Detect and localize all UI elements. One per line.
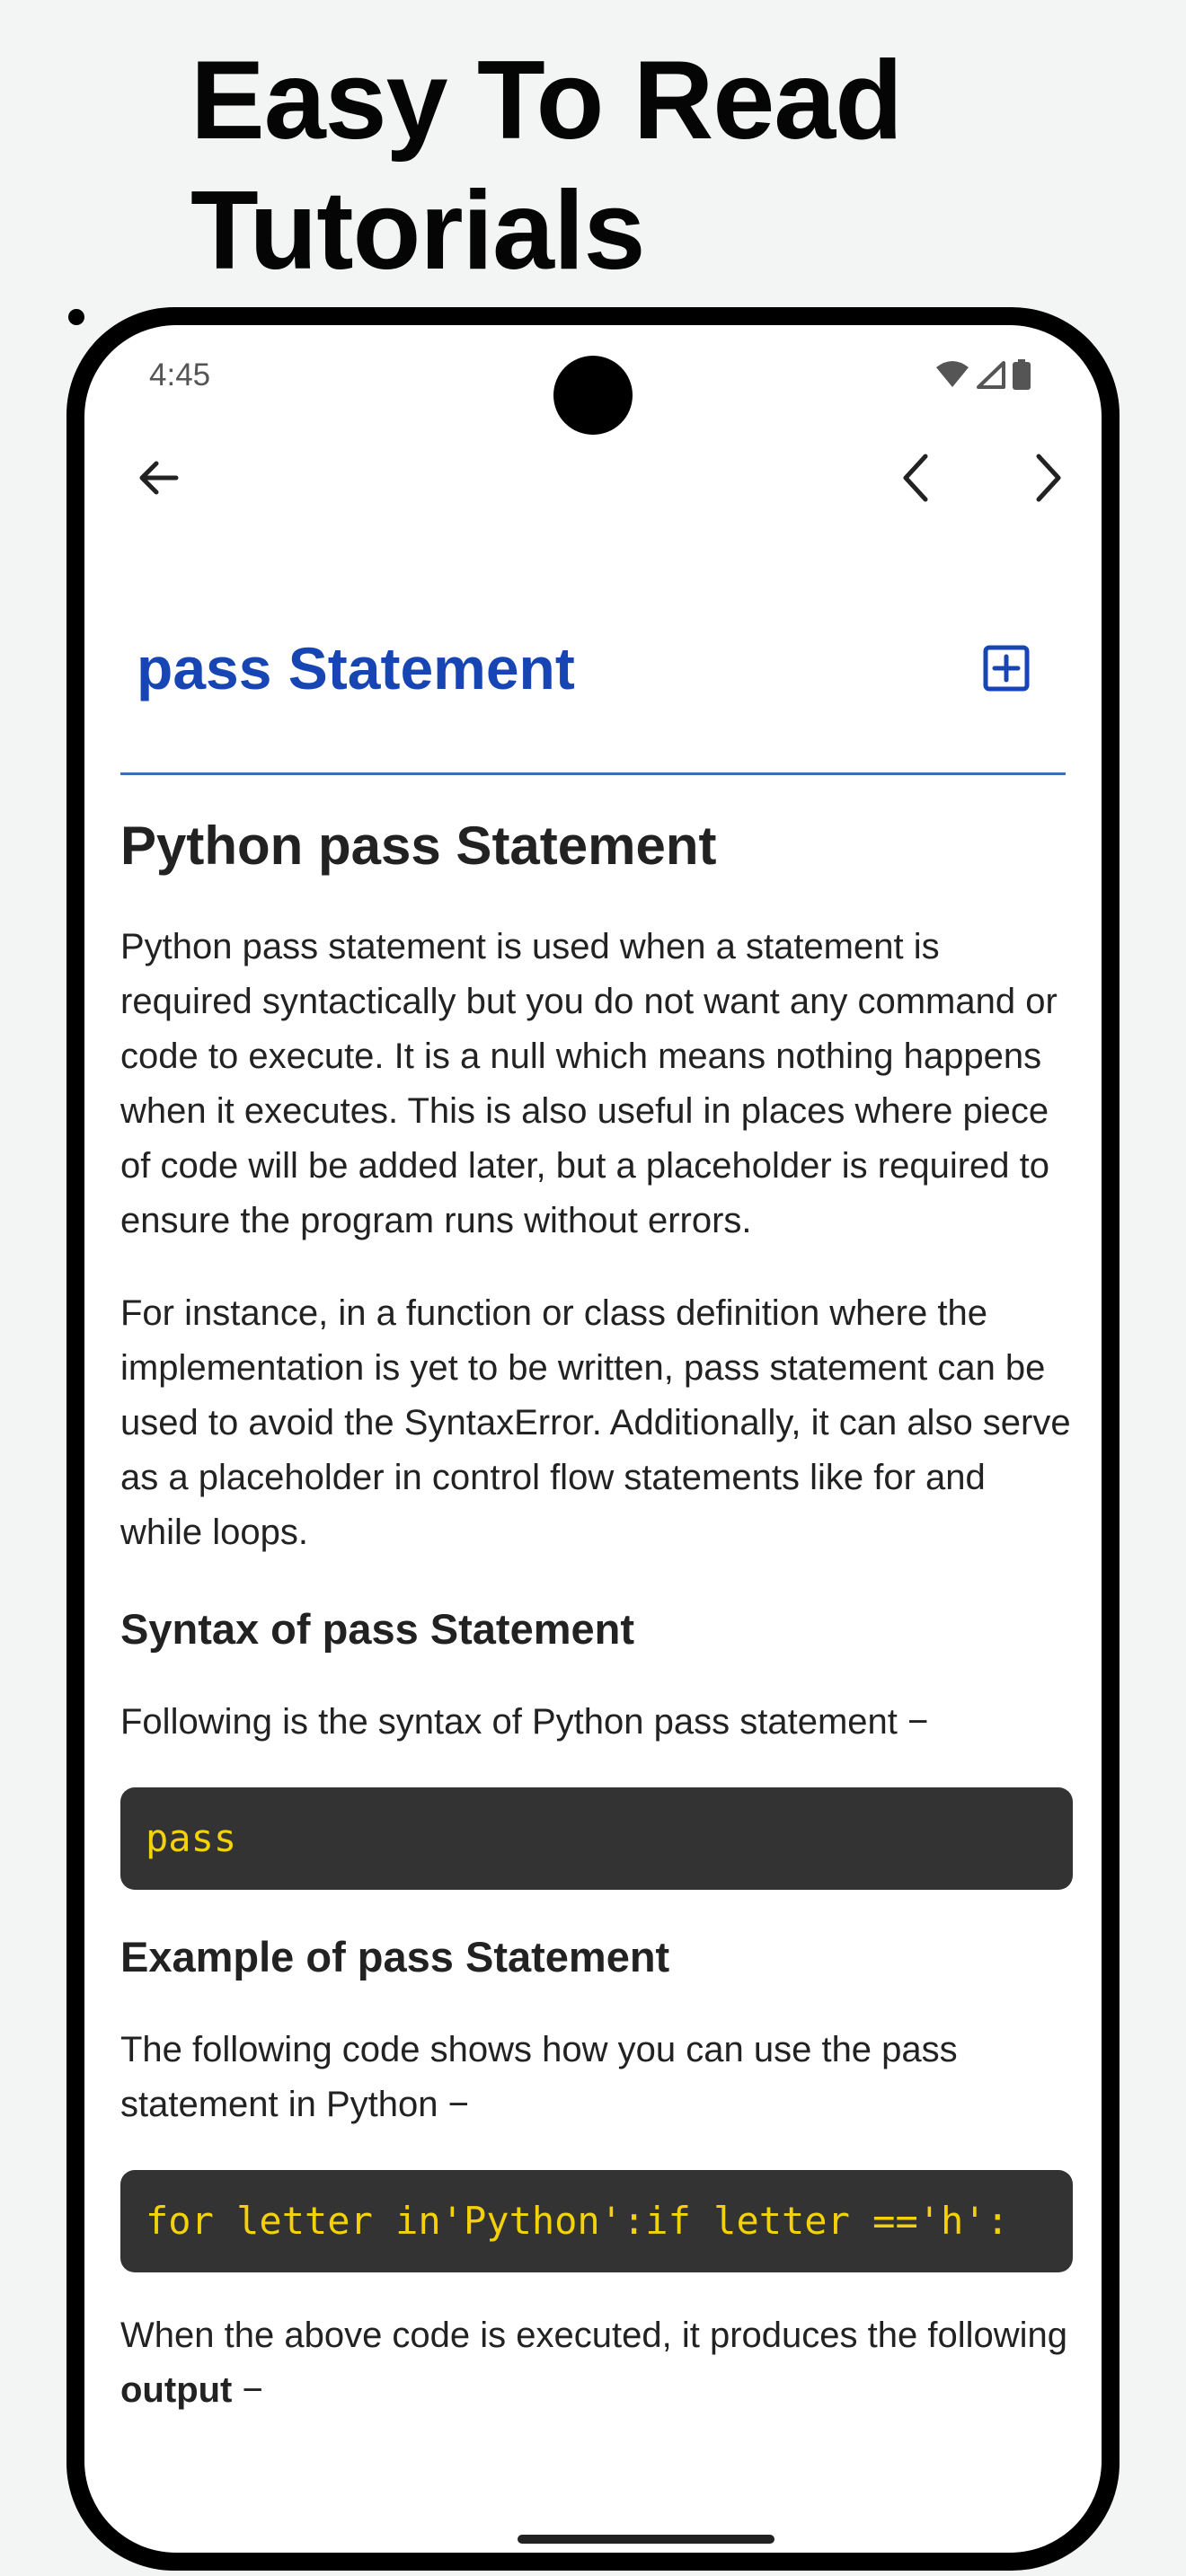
promo-title-line-1: Easy To Read — [190, 39, 903, 163]
article-heading: Python pass Statement — [120, 816, 717, 876]
plus-square-icon — [981, 643, 1031, 693]
syntax-intro: Following is the syntax of Python pass statement − — [120, 1702, 929, 1742]
syntax-code-block: pass — [120, 1787, 1073, 1890]
camera-cutout — [553, 356, 633, 435]
arrow-left-icon — [135, 454, 181, 501]
output-intro-text: When the above code is executed, it produces the following — [120, 2316, 1067, 2355]
article-paragraph-1: Python pass statement is used when a statement is required syntactically but you do not want any command or code to execute. It is a null which means nothing happens when it executes. This is also useful in places where piece of code will be added later, but a placeholder is required to ensure the program runs without errors. — [120, 927, 1058, 1240]
promo-title-line-2: Tutorials — [190, 169, 645, 293]
title-divider — [120, 772, 1066, 775]
example-intro: The following code shows how you can use the pass statement in Python − — [120, 2030, 958, 2124]
status-time: 4:45 — [149, 357, 211, 393]
output-intro — [120, 2308, 1073, 2418]
home-indicator[interactable] — [518, 2535, 774, 2544]
promo-title — [190, 36, 1089, 296]
status-icons — [934, 359, 1031, 390]
decorative-dot — [68, 309, 84, 325]
bookmark-button[interactable] — [972, 634, 1040, 702]
article-content — [120, 810, 1073, 2456]
example-code-block[interactable]: for letter in'Python':if letter =='h': — [120, 2170, 1073, 2272]
phone-screen — [84, 325, 1102, 2553]
battery-icon — [1012, 359, 1031, 390]
example-heading: Example of pass Statement — [120, 1933, 670, 1981]
page-title: pass Statement — [137, 635, 575, 701]
phone-frame — [66, 307, 1120, 2571]
output-intro-bold: output — [120, 2370, 233, 2410]
chevron-right-icon — [1022, 451, 1069, 505]
wifi-icon — [934, 360, 970, 389]
previous-page-button[interactable] — [882, 442, 954, 514]
chevron-left-icon — [895, 451, 942, 505]
back-button[interactable] — [122, 442, 194, 514]
next-page-button[interactable] — [1010, 442, 1082, 514]
syntax-heading: Syntax of pass Statement — [120, 1605, 635, 1653]
cellular-signal-icon — [976, 360, 1006, 389]
article-paragraph-2: For instance, in a function or class definition where the implementation is yet to be written, pass statement can be used to avoid the SyntaxError. Additionally, it can also serve as a placeholder in control flow statements like for and while loops. — [120, 1293, 1071, 1552]
output-intro-suffix: − — [232, 2370, 263, 2410]
